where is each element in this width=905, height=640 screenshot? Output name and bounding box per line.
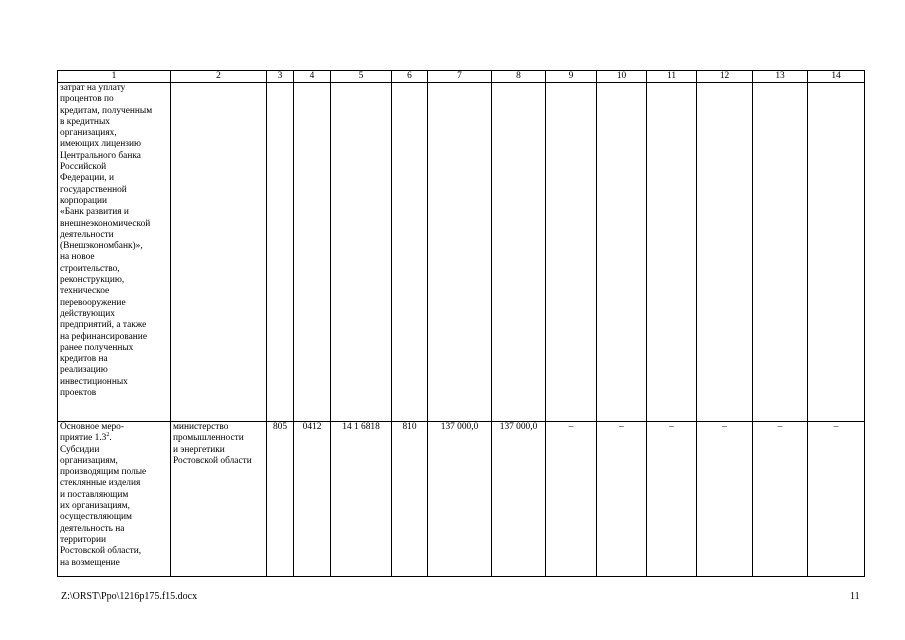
column-header: 10 <box>597 71 647 83</box>
table-cell <box>428 83 492 422</box>
table-row <box>58 422 865 577</box>
table-cell <box>546 83 597 422</box>
table-cell <box>294 83 331 422</box>
table-cell <box>492 83 546 422</box>
column-header: 5 <box>331 71 392 83</box>
target-article-cell: 14 1 6818 <box>331 422 392 577</box>
measure-description-cell: затрат на уплату процентов по кредитам, полученным в кредитных организациях, имеющих лицензию Центрального банка Российской Федерации, и государственной корпорации «Банк развития и внешнеэкономической деятельности (Внешэкономбанк)», на новое строительство, реконструкцию, техническое перевооружение действующих предприятий, а также на рефинансирование ранее полученных кредитов на реализацию инвестиционных проектов <box>58 83 171 422</box>
column-header: 6 <box>392 71 428 83</box>
table-cell <box>697 83 753 422</box>
column-header: 14 <box>808 71 865 83</box>
measure-text: . Субсидии организациям, производящим полые стеклянные изделия и поставляющим их организациям, осуществляющим деятельность на территории Ростовской области, на возмещение <box>60 433 147 568</box>
column-header: 2 <box>171 71 267 83</box>
year-amount-cell: 137 000,0 <box>492 422 546 577</box>
year-amount-cell: – <box>808 422 865 577</box>
measure-title: Основное меро- приятие 1.3 <box>60 422 124 444</box>
executor-cell: министерство промышленности и энергетики Ростовской области <box>171 422 267 577</box>
footnote-mark: 2 <box>106 432 110 439</box>
year-amount-cell: – <box>546 422 597 577</box>
year-amount-cell: – <box>597 422 647 577</box>
year-amount-cell: – <box>647 422 697 577</box>
table-cell <box>171 83 267 422</box>
column-header: 12 <box>697 71 753 83</box>
year-amount-cell: – <box>697 422 753 577</box>
footer-file-path: Z:\ORST\Ppo\1216p175.f15.docx <box>61 591 198 602</box>
expense-type-cell: 810 <box>392 422 428 577</box>
column-header: 8 <box>492 71 546 83</box>
table-cell <box>392 83 428 422</box>
page-number: 11 <box>850 591 860 602</box>
column-header: 7 <box>428 71 492 83</box>
table-cell <box>647 83 697 422</box>
column-number-row <box>58 71 865 83</box>
column-header: 9 <box>546 71 597 83</box>
total-amount-cell: 137 000,0 <box>428 422 492 577</box>
column-header: 11 <box>647 71 697 83</box>
year-amount-cell: – <box>753 422 808 577</box>
table-cell <box>753 83 808 422</box>
table-cell <box>597 83 647 422</box>
grbs-code-cell: 805 <box>267 422 294 577</box>
table-cell <box>808 83 865 422</box>
measure-description-cell <box>58 422 171 577</box>
section-code-cell: 0412 <box>294 422 331 577</box>
column-header: 3 <box>267 71 294 83</box>
column-header: 4 <box>294 71 331 83</box>
column-header: 13 <box>753 71 808 83</box>
program-table <box>57 70 865 577</box>
table-row <box>58 83 865 422</box>
table-cell <box>331 83 392 422</box>
table-cell <box>267 83 294 422</box>
column-header: 1 <box>58 71 171 83</box>
